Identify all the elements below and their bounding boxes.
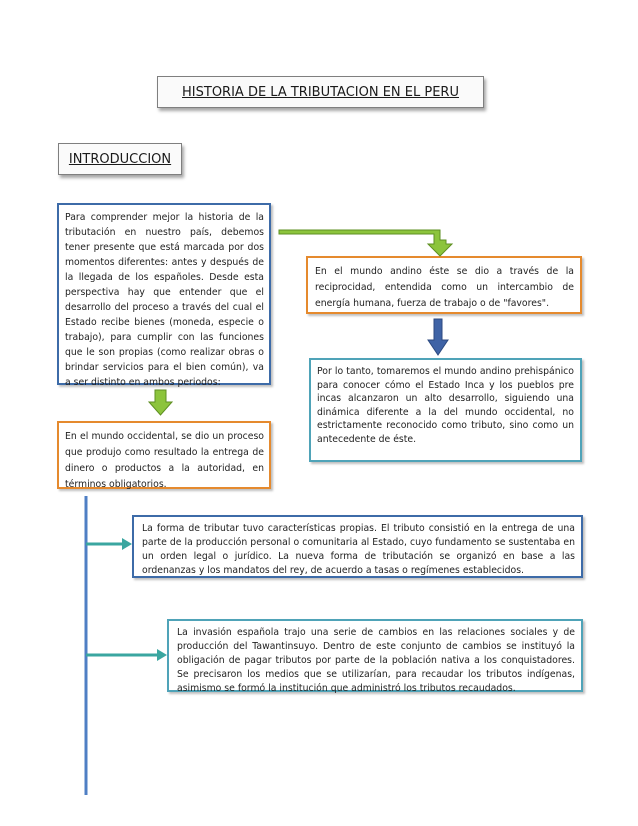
invasion-box: La invasión española trajo una serie de cambios en las relaciones sociales y de producción del Tawantinsuyo. Dentro de este conjunto de cambios se instituyó la obligación de pagar tributos por parte de la población nativa a los conquistadores. Se precisaron los medios que se utilizarían, para recaudar los tributos indígenas, asimismo se formó la institución que administró los tributos recaudados. — [167, 619, 583, 692]
intro-text-box: Para comprender mejor la historia de la tributación en nuestro país, debemos tener presente que está marcada por dos momentos diferentes: antes y después de la llegada de los españoles. Desde esta perspectiva hay que entender que el desarrollo del proceso a través del cual el Estado recibe bienes (moneda, especie o trabajo), para cumplir con las funciones que le son propias (como realizar obras o brindar servicios para el bien común), va a ser distinto en ambos periodos: — [57, 203, 271, 385]
por-lo-tanto-box: Por lo tanto, tomaremos el mundo andino prehispánico para conocer cómo el Estado Inca y los pueblos pre incas alcanzaron un alto desarrollo, siguiendo una dinámica diferente a la del mundo occidental, no estrictamente reconocido como tributo, sino como un antecedente de éste. — [309, 358, 582, 462]
elbow-arrow-to-andino — [279, 230, 452, 256]
page-title: HISTORIA DE LA TRIBUTACION EN EL PERU — [157, 76, 484, 108]
forma-box: La forma de tributar tuvo características propias. El tributo consistió en la entrega de una parte de la producción personal o comunitaria al Estado, cuyo fundamento se sustentaba en un orden legal o jurídico. La nueva forma de tributación se organizó en base a las ordenanzas y los mandatos del rey, de acuerdo a tasas o regímenes establecidos. — [132, 515, 583, 578]
down-arrow-to-occidental — [149, 390, 172, 415]
intro-heading: INTRODUCCION — [58, 143, 182, 175]
arrowhead-to-invasion — [157, 649, 167, 661]
arrowhead-to-forma — [122, 538, 132, 550]
down-arrow-to-por-lo-tanto — [428, 319, 448, 355]
andino-box: En el mundo andino éste se dio a través de la reciprocidad, entendida como un intercambio de energía humana, fuerza de trabajo o de "favores". — [306, 256, 582, 314]
occidental-box: En el mundo occidental, se dio un proceso que produjo como resultado la entrega de dinero o productos a la autoridad, en términos obligatorios. — [57, 421, 271, 489]
